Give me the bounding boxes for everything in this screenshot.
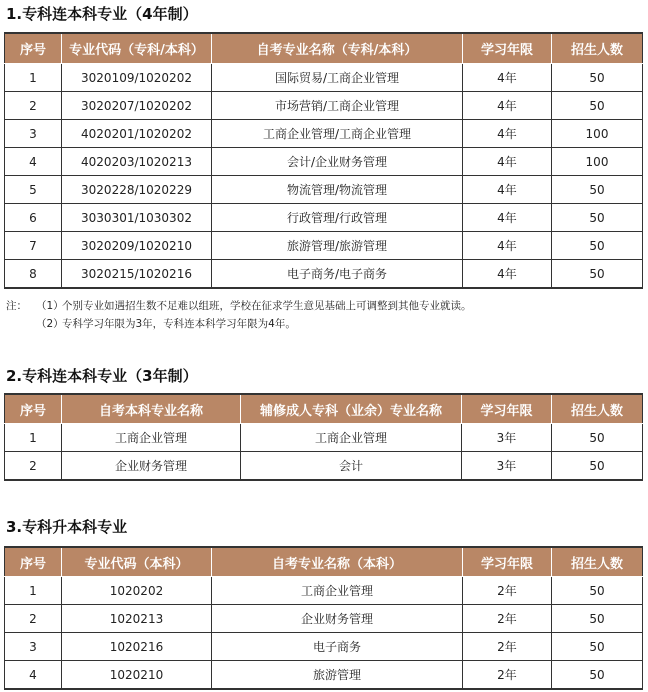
- table-header-row: [5, 394, 643, 424]
- row-enrollment: 50: [552, 260, 643, 289]
- note-text: 个别专业如遇招生数不足难以组班，学校在征求学生意见基础上可调整到其他专业就读。: [62, 299, 472, 312]
- header-minor-major: 辅修成人专科（业余）专业名称: [241, 394, 462, 424]
- row-duration: 2年: [463, 577, 552, 605]
- table-row: [5, 424, 643, 452]
- row-index: 4: [5, 661, 62, 690]
- row-code: 3020215/1020216: [62, 260, 212, 289]
- notes: [6, 296, 472, 332]
- row-major-name: 会计: [241, 452, 462, 481]
- row-major-name: 会计/企业财务管理: [212, 148, 463, 176]
- row-code: 3020209/1020210: [62, 232, 212, 260]
- note-label: 注：: [6, 299, 27, 312]
- row-index: 6: [5, 204, 62, 232]
- table-header-row: [5, 33, 643, 64]
- header-code: 专业代码（本科）: [62, 547, 212, 577]
- section-3-title: 3.专科升本科专业: [6, 518, 128, 536]
- table-row: [5, 120, 643, 148]
- row-enrollment: 50: [552, 452, 643, 481]
- note-text: 专科学习年限为3年，专科连本科学习年限为4年。: [62, 317, 296, 330]
- header-duration: 学习年限: [463, 33, 552, 64]
- header-major-name: 自考专业名称（本科）: [212, 547, 463, 577]
- row-duration: 4年: [463, 148, 552, 176]
- table-row: [5, 176, 643, 204]
- header-duration: 学习年限: [463, 547, 552, 577]
- row-index: 1: [5, 64, 62, 92]
- table-row: [5, 633, 643, 661]
- note-number: （2）: [36, 317, 64, 330]
- section-2-title: 2.专科连本科专业（3年制）: [6, 367, 198, 385]
- row-index: 8: [5, 260, 62, 289]
- row-duration: 4年: [463, 176, 552, 204]
- note-item: [6, 314, 472, 332]
- note-number: （1）: [36, 299, 64, 312]
- table-row: [5, 232, 643, 260]
- row-duration: 4年: [463, 120, 552, 148]
- row-code: 企业财务管理: [62, 452, 241, 481]
- table-row: [5, 661, 643, 690]
- header-duration: 学习年限: [462, 394, 552, 424]
- header-index: 序号: [5, 33, 62, 64]
- row-enrollment: 50: [552, 633, 643, 661]
- row-index: 1: [5, 577, 62, 605]
- table-row: [5, 452, 643, 481]
- row-code: 3030301/1030302: [62, 204, 212, 232]
- row-major-name: 国际贸易/工商企业管理: [212, 64, 463, 92]
- header-enrollment: 招生人数: [552, 547, 643, 577]
- row-major-name: 行政管理/行政管理: [212, 204, 463, 232]
- row-duration: 3年: [462, 452, 552, 481]
- row-duration: 4年: [463, 260, 552, 289]
- row-major-name: 物流管理/物流管理: [212, 176, 463, 204]
- header-enrollment: 招生人数: [552, 394, 643, 424]
- row-enrollment: 50: [552, 176, 643, 204]
- table-row: [5, 605, 643, 633]
- row-major-name: 工商企业管理: [241, 424, 462, 452]
- row-index: 7: [5, 232, 62, 260]
- section-1-title: 1.专科连本科专业（4年制）: [6, 5, 198, 23]
- row-code: 3020109/1020202: [62, 64, 212, 92]
- table-4-year-program: [4, 32, 643, 289]
- row-enrollment: 50: [552, 424, 643, 452]
- row-code: 1020202: [62, 577, 212, 605]
- row-duration: 2年: [463, 633, 552, 661]
- table-upgrade-program: [4, 546, 643, 690]
- table-row: [5, 148, 643, 176]
- header-code: 专业代码（专科/本科）: [62, 33, 212, 64]
- table-row: [5, 577, 643, 605]
- row-enrollment: 50: [552, 232, 643, 260]
- row-enrollment: 50: [552, 605, 643, 633]
- table-3-year-program: [4, 393, 643, 481]
- row-duration: 2年: [463, 661, 552, 690]
- row-code: 1020213: [62, 605, 212, 633]
- header-index: 序号: [5, 394, 62, 424]
- row-major-name: 工商企业管理: [212, 577, 463, 605]
- row-major-name: 旅游管理/旅游管理: [212, 232, 463, 260]
- row-enrollment: 100: [552, 120, 643, 148]
- row-code: 工商企业管理: [62, 424, 241, 452]
- table-row: [5, 204, 643, 232]
- row-code: 3020207/1020202: [62, 92, 212, 120]
- row-index: 4: [5, 148, 62, 176]
- row-code: 1020216: [62, 633, 212, 661]
- header-index: 序号: [5, 547, 62, 577]
- row-code: 4020203/1020213: [62, 148, 212, 176]
- row-index: 2: [5, 452, 62, 481]
- row-duration: 4年: [463, 64, 552, 92]
- row-duration: 4年: [463, 232, 552, 260]
- row-index: 2: [5, 92, 62, 120]
- row-duration: 4年: [463, 204, 552, 232]
- header-undergrad-major: 自考本科专业名称: [62, 394, 241, 424]
- row-enrollment: 100: [552, 148, 643, 176]
- row-major-name: 电子商务/电子商务: [212, 260, 463, 289]
- row-enrollment: 50: [552, 204, 643, 232]
- note-item: [6, 296, 472, 314]
- row-major-name: 企业财务管理: [212, 605, 463, 633]
- row-enrollment: 50: [552, 92, 643, 120]
- table-row: [5, 260, 643, 289]
- row-code: 1020210: [62, 661, 212, 690]
- row-enrollment: 50: [552, 64, 643, 92]
- row-index: 5: [5, 176, 62, 204]
- header-enrollment: 招生人数: [552, 33, 643, 64]
- row-code: 3020228/1020229: [62, 176, 212, 204]
- row-major-name: 电子商务: [212, 633, 463, 661]
- row-duration: 3年: [462, 424, 552, 452]
- table-row: [5, 64, 643, 92]
- row-index: 3: [5, 120, 62, 148]
- row-index: 1: [5, 424, 62, 452]
- table-row: [5, 92, 643, 120]
- row-code: 4020201/1020202: [62, 120, 212, 148]
- row-index: 2: [5, 605, 62, 633]
- row-major-name: 工商企业管理/工商企业管理: [212, 120, 463, 148]
- row-major-name: 市场营销/工商企业管理: [212, 92, 463, 120]
- row-major-name: 旅游管理: [212, 661, 463, 690]
- row-index: 3: [5, 633, 62, 661]
- row-duration: 4年: [463, 92, 552, 120]
- row-duration: 2年: [463, 605, 552, 633]
- row-enrollment: 50: [552, 577, 643, 605]
- header-major-name: 自考专业名称（专科/本科）: [212, 33, 463, 64]
- row-enrollment: 50: [552, 661, 643, 690]
- table-header-row: [5, 547, 643, 577]
